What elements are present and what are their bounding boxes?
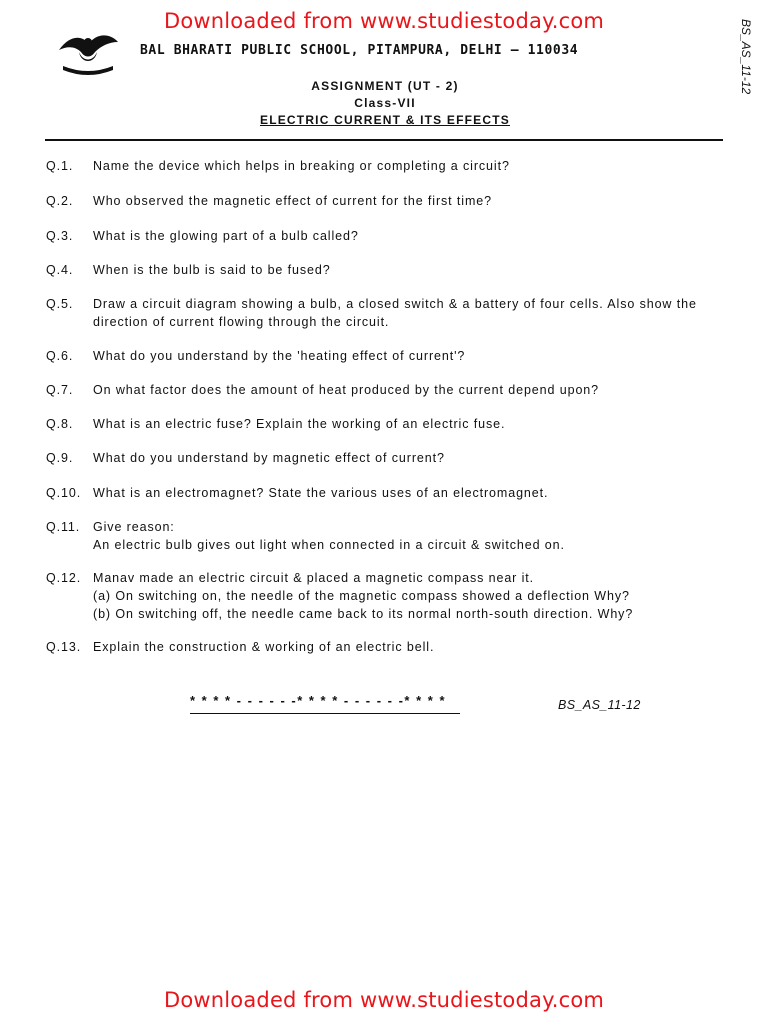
question-line: What is the glowing part of a bulb called? xyxy=(93,229,359,243)
question-line: When is the bulb is said to be fused? xyxy=(93,263,331,277)
question-text xyxy=(93,157,733,175)
question-text xyxy=(93,449,733,467)
question-number: Q.8. xyxy=(46,417,74,431)
school-name: BAL BHARATI PUBLIC SCHOOL, PITAMPURA, DELHI – 110034 xyxy=(140,43,579,58)
question-line: What do you understand by magnetic effect of current? xyxy=(93,451,445,465)
question-number: Q.11. xyxy=(46,520,81,534)
question-number: Q.2. xyxy=(46,194,74,208)
question-text xyxy=(93,192,733,210)
question-text xyxy=(93,569,733,623)
watermark-bottom: Downloaded from www.studiestoday.com xyxy=(163,988,605,1012)
question-number: Q.7. xyxy=(46,383,74,397)
question-line: Who observed the magnetic effect of current for the first time? xyxy=(93,194,492,208)
question-number: Q.4. xyxy=(46,263,74,277)
class-label: Class-VII xyxy=(354,96,416,110)
question-line: Manav made an electric circuit & placed a magnetic compass near it. xyxy=(93,571,535,585)
question-text xyxy=(93,295,733,331)
question-number: Q.6. xyxy=(46,349,74,363)
assignment-title: ASSIGNMENT (UT - 2) xyxy=(311,79,459,93)
topic-title: ELECTRIC CURRENT & ITS EFFECTS xyxy=(259,113,510,127)
question-number: Q.12. xyxy=(46,571,82,585)
question-text xyxy=(93,261,733,279)
question-text xyxy=(93,347,733,365)
question-line: What is an electric fuse? Explain the working of an electric fuse. xyxy=(93,417,506,431)
question-line: An electric bulb gives out light when connected in a circuit & switched on. xyxy=(93,538,565,552)
question-text xyxy=(93,415,733,433)
question-text xyxy=(93,518,733,554)
question-line: Name the device which helps in breaking or completing a circuit? xyxy=(93,159,510,173)
footer-document-code: BS_AS_11-12 xyxy=(558,698,641,712)
question-text xyxy=(93,484,733,502)
question-number: Q.10. xyxy=(46,486,82,500)
question-text xyxy=(93,638,733,656)
question-number: Q.3. xyxy=(46,229,74,243)
side-document-code: BS_AS_11-12 xyxy=(739,19,753,95)
question-text xyxy=(93,227,733,245)
question-line: Give reason: xyxy=(93,520,175,534)
question-number: Q.9. xyxy=(46,451,74,465)
question-line: Explain the construction & working of an electric bell. xyxy=(93,640,435,654)
question-line: (b) On switching off, the needle came back to its normal north-south direction. Why? xyxy=(93,607,634,621)
question-number: Q.13. xyxy=(46,640,82,654)
question-number: Q.5. xyxy=(46,297,74,311)
question-line: What is an electromagnet? State the various uses of an electromagnet. xyxy=(93,486,549,500)
question-line: On what factor does the amount of heat produced by the current depend upon? xyxy=(93,383,599,397)
question-line: (a) On switching on, the needle of the magnetic compass showed a deflection Why? xyxy=(93,589,630,603)
question-text xyxy=(93,381,733,399)
footer-underline xyxy=(190,713,460,714)
question-line: What do you understand by the 'heating effect of current'? xyxy=(93,349,466,363)
question-line: direction of current flowing through the circuit. xyxy=(93,315,390,329)
question-number: Q.1. xyxy=(46,159,74,173)
header-divider xyxy=(45,139,723,141)
footer-stars: * * * * - - - - - -* * * * - - - - - -* * * * xyxy=(190,693,447,708)
watermark-top: Downloaded from www.studiestoday.com xyxy=(163,9,605,33)
question-line: Draw a circuit diagram showing a bulb, a closed switch & a battery of four cells. Also show the xyxy=(93,297,697,311)
school-logo xyxy=(55,28,121,78)
